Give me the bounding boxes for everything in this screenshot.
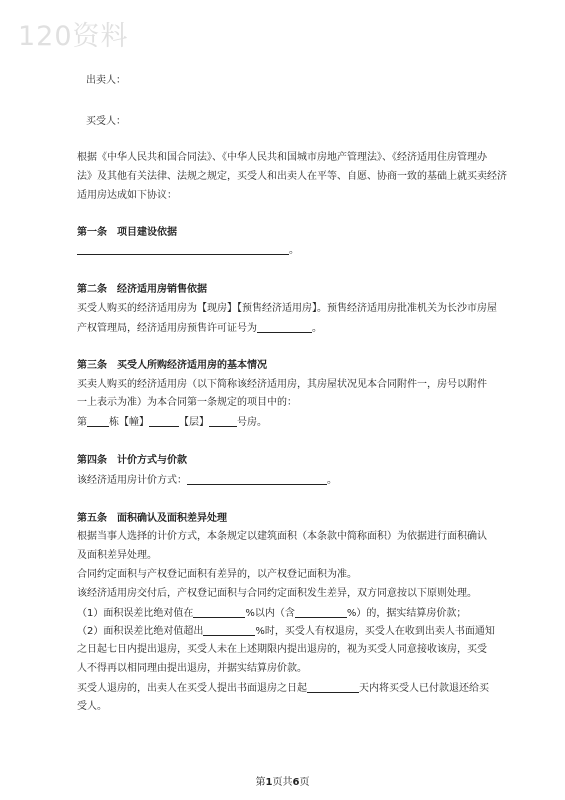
article-5-line-8: 人不得再以相同理由提出退房，并据实结算房价款。 <box>77 663 307 674</box>
article-5-title: 第五条 面积确认及面积差异处理 <box>77 513 227 524</box>
article-4-title: 第四条 计价方式与价款 <box>77 455 187 466</box>
article-2-line-2: 产权管理局，经济适用房预售许可证号为 。 <box>77 323 322 334</box>
article-3-line-3: 第 栋【幢】 【层】 号房。 <box>77 417 267 428</box>
blank-percent-a <box>193 606 245 618</box>
article-5-line-6: （2）面积误差比绝对值超出 %时，买受人有权退房，买受人在收到出卖人书面通知 <box>77 626 495 637</box>
article-1-title: 第一条 项目建设依据 <box>77 227 177 238</box>
page-number: 1 <box>265 777 273 788</box>
blank-room <box>209 415 237 427</box>
blank-percent-b <box>295 606 347 618</box>
article-5-line-1: 根据当事人选择的计价方式，本条规定以建筑面积（本条款中简称面积）为依据进行面积确认 <box>77 531 487 542</box>
article-4-line-1: 该经济适用房计价方式： 。 <box>77 475 337 486</box>
seller-label: 出卖人： <box>86 75 126 86</box>
article-5-line-4: 该经济适用房交付后，产权登记面积与合同约定面积发生差异，双方同意按以下原则处理。 <box>77 588 477 599</box>
article-5-line-2: 及面积差异处理。 <box>77 550 157 561</box>
blank-days <box>307 681 359 693</box>
article-5-line-5: （1）面积误差比绝对值在 %以内（含 %）的，据实结算房价款； <box>77 608 467 619</box>
blank-unit <box>149 415 179 427</box>
watermark-logo: 120资料 <box>18 21 129 52</box>
buyer-label: 买受人： <box>86 116 126 127</box>
page-footer: 第1页共6页 <box>255 777 310 788</box>
article-5-line-7: 之日起七日内提出退房，买受人未在上述期限内提出退房的，视为买受人同意接收该房，买受 <box>77 644 487 655</box>
article-2-line-1: 买受人购买的经济适用房为【现房】【预售经济适用房】。预售经济适用房批准机关为长沙市房屋 <box>77 303 497 314</box>
article-3-line-2: 一上表示为准）为本合同第一条规定的项目中的： <box>77 397 297 408</box>
blank-pricing <box>187 473 327 485</box>
blank-license-no <box>257 321 312 333</box>
page-total: 6 <box>292 777 300 788</box>
article-1-body: 。 <box>77 243 299 257</box>
blank-building <box>87 415 109 427</box>
article-5-line-10: 受人。 <box>77 701 107 712</box>
article-5-line-9: 买受人退房的，出卖人在买受人提出书面退房之日起 天内将买受人已付款退还给买 <box>77 683 489 694</box>
article-5-line-3: 合同约定面积与产权登记面积有差异的，以产权登记面积为准。 <box>77 569 357 580</box>
preamble-line-3: 适用房达成如下协议： <box>77 190 177 201</box>
preamble-line-2: 法》及其他有关法律、法规之规定，买受人和出卖人在平等、自愿、协商一致的基础上就买卖经济 <box>77 171 507 182</box>
preamble-line-1: 根据《中华人民共和国合同法》、《中华人民共和国城市房地产管理法》、《经济适用住房管理办 <box>77 152 487 163</box>
article-3-title: 第三条 买受人所购经济适用房的基本情况 <box>77 360 267 371</box>
article-2-title: 第二条 经济适用房销售依据 <box>77 284 207 295</box>
article-3-line-1: 买卖人购买的经济适用房（以下简称该经济适用房，其房屋状况见本合同附件一，房号以附件 <box>77 379 487 390</box>
blank-percent-c <box>203 624 255 636</box>
blank-line <box>77 243 289 255</box>
